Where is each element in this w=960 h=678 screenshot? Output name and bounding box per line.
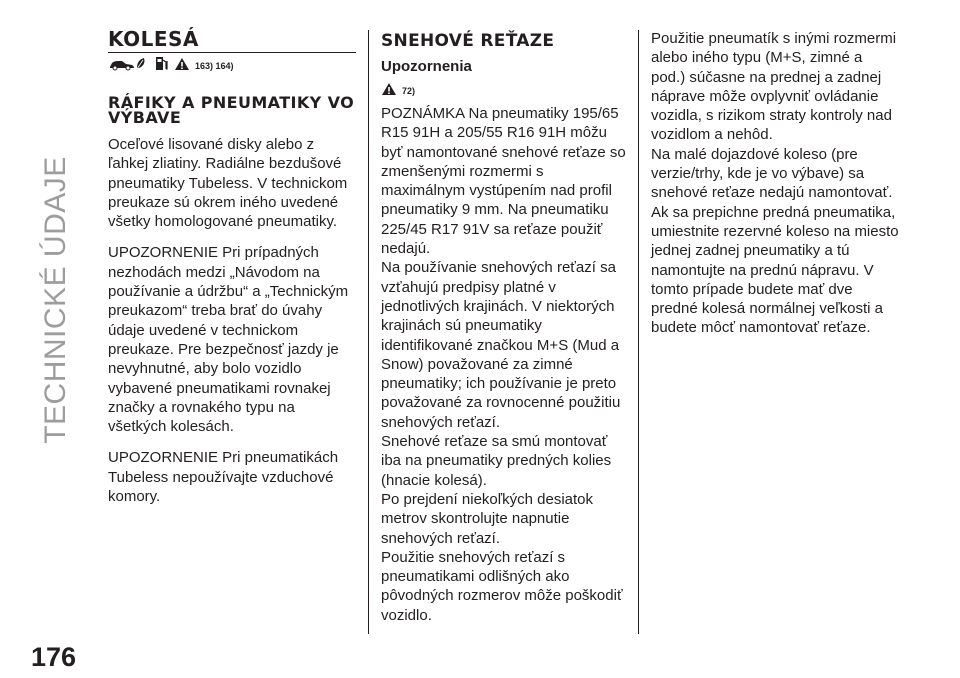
subheading-warnings: Upozornenia [381,58,472,75]
paragraph-rims: Oceľové lisované disky alebo z ľahkej zliatiny. Radiálne bezdušové pneumatiky Tubeless. V technickom preukaze sú okrem iného uvedené všetky homologované pneumatiky. [108,136,348,231]
page-number: 176 [31,642,77,672]
icon-row [108,55,356,71]
eco-car-icon [108,55,150,71]
paragraph-warning-tubeless: UPOZORNENIE Pri pneumatikách Tubeless nepoužívajte vzduchové komory. [108,449,339,506]
column-1 [108,28,356,506]
warning-triangle-icon [381,82,397,96]
warning-icon-row [381,80,626,96]
warning-triangle-icon [174,57,190,71]
column-3 [651,29,899,338]
paragraph-note-tyre-sizes: POZNÁMKA Na pneumatiky 195/65 R15 91H a 205/55 R16 91H môžu byť namontované snehové reťaze so zmenšenými rozmermi s maximálnym vystúpením nad profil pneumatiky 9 mm. Na pneumatiku 225/45 R17 91V sa reťaze použiť nedajú. [381,105,626,258]
paragraph-regulations: Na používanie snehových reťazí sa vzťahujú predpisy platné v jednotlivých krajinách. V niektorých krajinách sú pneumatiky identifikované značkou M+S (Mud a Snow) považované za zimné pneumatiky; ich používanie je preto považované za rovnocenné použitiu snehových reťazí. [381,259,621,431]
paragraph-different-sizes: Použitie snehových reťazí s pneumatikami odlišných ako pôvodných rozmerov môže poškodiť vozidlo. [381,548,623,624]
column-2 [381,28,626,625]
paragraph-check-tension: Po prejdení niekoľkých desiatok metrov skontrolujte napnutie snehových reťazí. [381,490,593,547]
warning-references: 163) 164) [195,61,234,71]
paragraph-front-wheels: Snehové reťaze sa smú montovať iba na pneumatiky predných kolies (hnacie kolesá). [381,433,612,489]
side-section-title-text: TECHNICKÉ ÚDAJE [39,156,72,444]
section-heading-wheels: KOLESÁ [108,28,356,53]
paragraph-spare-wheel: Na malé dojazdové koleso (pre verzie/trhy, kde je vo výbave) sa snehové reťaze nedajú namontovať. Ak sa prepichne predná pneumatika, umiestnite rezervné koleso na miesto jednej zadnej pneumatiky a tú namontujte na prednú nápravu. V tomto prípade budete mať dve predné kolesá normálnej veľkosti a budete môcť namontovať reťaze. [651,145,899,337]
column-divider-1 [368,30,369,634]
fuel-pump-icon [155,55,169,71]
paragraph-mixed-tyres: Použitie pneumatík s inými rozmermi alebo iného typu (M+S, zimné a pod.) súčasne na prednej a zadnej náprave môže ovplyvniť ovládanie vozidla, s rizikom straty kontroly nad vozidlom a nehôd. [651,30,897,144]
section-heading-snow-chains: SNEHOVÉ REŤAZE [381,31,555,51]
paragraph-warning-documents: UPOZORNENIE Pri prípadných nezhodách medzi „Návodom na používanie a údržbu“ a „Technickým preukazom“ treba brať do úvahy údaje uvedené v technickom preukaze. Pre bezpečnosť jazdy je nevyhnutné, aby bolo vozidlo vybavené pneumatikami rovnakej značky a rovnakého typu na všetkých kolesách. [108,244,349,436]
subheading-rims-tyres: RÁFIKY A PNEUMATIKY VO VÝBAVE [108,93,355,127]
warning-references: 72) [402,86,416,96]
column-divider-2 [638,30,639,634]
